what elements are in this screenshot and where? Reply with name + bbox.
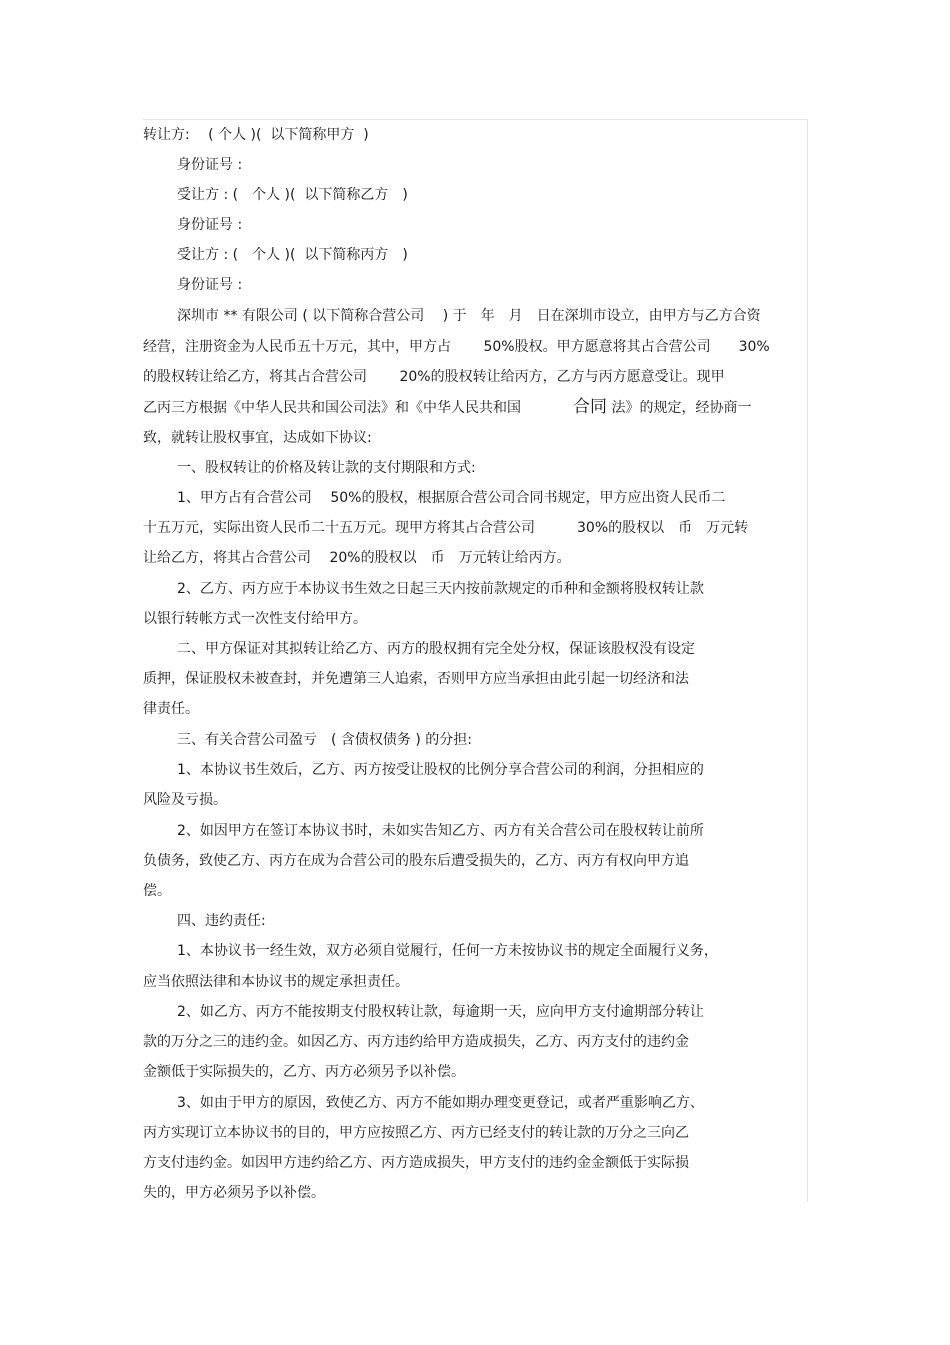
party-transferor-line: 转让方: ( 个人 )( 以下简称甲方 ) [143,127,369,143]
clause-line: 质押，保证股权未被查封，并免遭第三人追索，否则甲方应当承担由此引起一切经济和法 [143,671,689,687]
clause-line: 风险及亏损。 [143,792,227,808]
intro-paragraph-line: 经营，注册资金为人民币五十万元，其中，甲方占 50%股权。甲方愿意将其占合营公司 30% [143,339,770,355]
clause-line: 应当依照法律和本协议书的规定承担责任。 [143,974,409,990]
clause-line: 2、如乙方、丙方不能按期支付股权转让款，每逾期一天，应向甲方支付逾期部分转让 [177,1004,704,1020]
section-heading-1: 一、股权转让的价格及转让款的支付期限和方式: [177,460,476,476]
clause-line: 丙方实现订立本协议书的目的，甲方应按照乙方、丙方已经支付的转让款的万分之三向乙 [143,1125,689,1141]
clause-line: 2、乙方、丙方应于本协议书生效之日起三天内按前款规定的币种和金额将股权转让款 [177,581,704,597]
clause-line: 2、如因甲方在签订本协议书时，未如实告知乙方、丙方有关合营公司在股权转让前所 [177,823,704,839]
intro-paragraph-line: 的股权转让给乙方，将其占合营公司 20%的股权转让给丙方，乙方与丙方愿意受让。现甲 [143,369,725,385]
intro-paragraph-line [143,396,751,418]
clause-line: 失的，甲方必须另予以补偿。 [143,1185,325,1201]
intro-paragraph-line: 深圳市 ** 有限公司 ( 以下简称合营公司 ) 于 年 月 日在深圳市设立，由甲方与乙方合资 [177,308,761,324]
clause-line: 1、本协议书一经生效，双方必须自觉履行，任何一方未按协议书的规定全面履行义务， [177,943,718,959]
intro-paragraph-line: 致，就转让股权事宜，达成如下协议: [143,430,372,446]
clause-line: 款的万分之三的违约金。如因乙方、丙方违约给甲方造成损失，乙方、丙方支付的违约金 [143,1034,689,1050]
clause-line: 金额低于实际损失的，乙方、丙方必须另予以补偿。 [143,1064,465,1080]
transferee-c-id-line: 身份证号 : [177,277,243,293]
clause-line: 方支付违约金。如因甲方违约给乙方、丙方造成损失，甲方支付的违约金金额低于实际损 [143,1155,689,1171]
intro-text-segment: 乙丙三方根据《中华人民共和国公司法》和《中华人民共和国 [143,400,521,416]
clause-line: 负债务，致使乙方、丙方在成为合营公司的股东后遭受损失的，乙方、丙方有权向甲方追 [143,853,689,869]
contract-word: 合同 [573,397,607,417]
clause-line: 偿。 [143,883,171,899]
party-transferee-b-line: 受让方 : ( 个人 )( 以下简称乙方 ) [177,187,408,203]
clause-line: 律责任。 [143,701,199,717]
clause-line: 以银行转帐方式一次性支付给甲方。 [143,611,367,627]
party-transferee-c-line: 受让方 : ( 个人 )( 以下简称丙方 ) [177,247,408,263]
section-heading-2: 二、甲方保证对其拟转让给乙方、丙方的股权拥有完全处分权，保证该股权没有设定 [177,641,695,657]
clause-line: 让给乙方，将其占合营公司 20%的股权以 币 万元转让给丙方。 [143,550,571,566]
intro-text-segment: 法》的规定，经协商一 [607,400,752,416]
section-heading-3: 三、有关合营公司盈亏 ( 含债权债务 ) 的分担: [177,732,472,748]
clause-line: 3、如由于甲方的原因，致使乙方、丙方不能如期办理变更登记，或者严重影响乙方、 [177,1095,704,1111]
clause-line: 1、甲方占有合营公司 50%的股权，根据原合营公司合同书规定，甲方应出资人民币二 [177,490,726,506]
transferor-id-line: 身份证号 : [177,157,243,173]
clause-line: 1、本协议书生效后，乙方、丙方按受让股权的比例分享合营公司的利润，分担相应的 [177,762,704,778]
transferee-b-id-line: 身份证号 : [177,217,243,233]
clause-line: 十五万元，实际出资人民币二十五万元。现甲方将其占合营公司 30%的股权以 币 万元转 [143,520,749,536]
page-frame-top-border [143,119,808,120]
section-heading-4: 四、违约责任: [177,913,266,929]
page-frame-right-border [807,119,808,1202]
